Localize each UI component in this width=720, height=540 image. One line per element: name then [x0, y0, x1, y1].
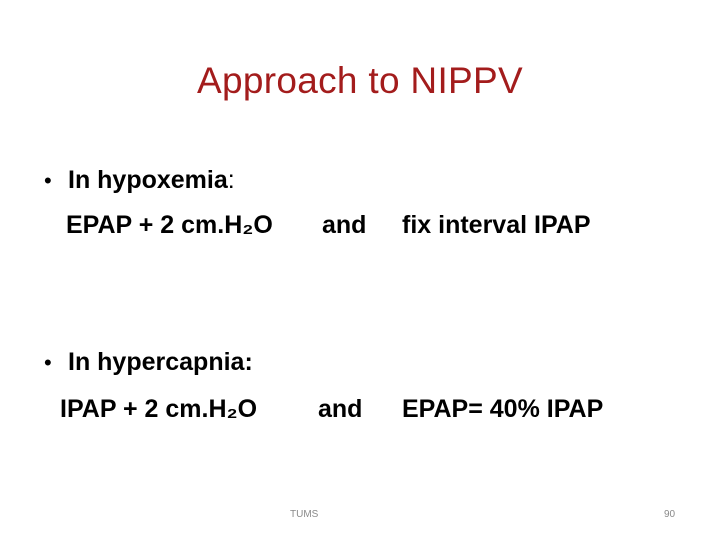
hypercapnia-result: EPAP= 40% IPAP	[402, 395, 604, 423]
hypoxemia-connector: and	[322, 211, 367, 239]
page-number: 90	[664, 509, 676, 520]
footer-label: TUMS	[290, 509, 319, 520]
bullet-marker: •	[44, 168, 52, 193]
bullet-hypercapnia	[44, 348, 253, 377]
slide-title: Approach to NIPPV	[197, 60, 523, 101]
bullet-marker: •	[44, 350, 52, 375]
bullet-heading: In hypoxemia	[68, 166, 228, 194]
hypercapnia-connector: and	[318, 395, 363, 423]
bullet-heading: In hypercapnia:	[68, 348, 253, 376]
hypercapnia-setting: IPAP + 2 cm.H₂O	[60, 395, 258, 423]
hypoxemia-setting: EPAP + 2 cm.H₂O	[66, 211, 273, 239]
bullet-heading-colon: :	[227, 166, 235, 194]
bullet-hypoxemia	[44, 166, 235, 195]
hypoxemia-result: fix interval IPAP	[402, 211, 591, 239]
